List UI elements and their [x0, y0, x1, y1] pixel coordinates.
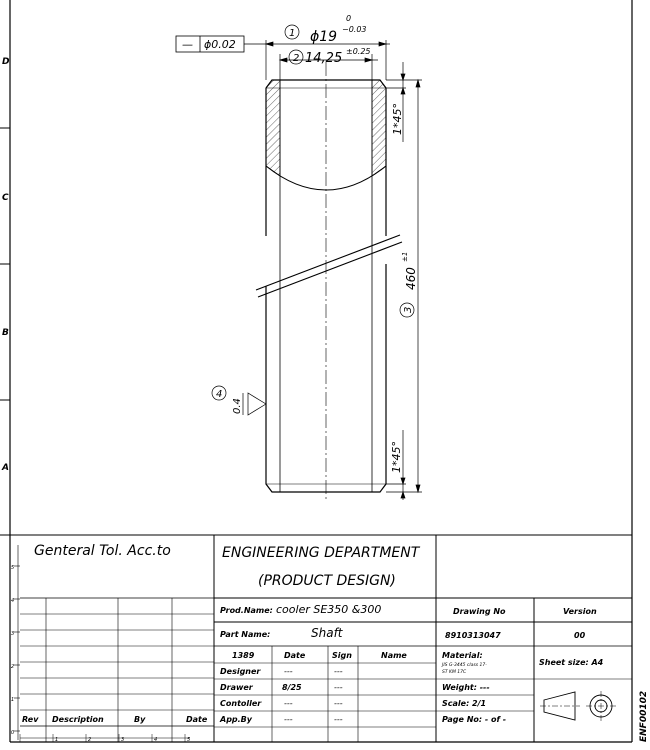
ruler-number: 0: [11, 730, 15, 736]
year-value: 1389: [232, 651, 255, 660]
product-name-value: cooler SE350 &300: [276, 603, 382, 616]
outer-diameter-tol-upper: 0: [346, 14, 352, 23]
bottom-scale: [20, 734, 190, 742]
title-block-text: [22, 543, 649, 742]
ruler-number: 4: [11, 598, 15, 604]
drawer-date: 8/25: [282, 683, 302, 692]
projection-symbol-icon: [540, 691, 616, 721]
zone-label-c: C: [2, 193, 9, 203]
version-value: 00: [574, 631, 586, 640]
page-number: Page No: - of -: [442, 715, 507, 724]
material-spec-2: ST KM 17C: [442, 670, 467, 675]
zone-labels: [1, 57, 10, 473]
balloon-3-number: 3: [403, 306, 414, 313]
inner-diameter-value: 14,25: [305, 51, 343, 66]
designer-label: Designer: [220, 667, 261, 676]
controller-label: Contoller: [220, 699, 262, 708]
balloon-2-number: 2: [293, 53, 300, 64]
section-hatch-left: [266, 80, 280, 176]
zone-label-a: A: [2, 463, 9, 473]
balloon-1-number: 1: [289, 28, 296, 39]
flatness-symbol: —: [182, 38, 193, 51]
bottom-chamfer-value: 1*45°: [390, 441, 403, 473]
flatness-tolerance-frame: [176, 36, 244, 52]
revision-header-description: Description: [52, 715, 104, 724]
drawer-label: Drawer: [220, 683, 253, 692]
drawer-sign: ---: [334, 683, 343, 692]
revision-header-rev: Rev: [22, 715, 39, 724]
revision-header-by: By: [134, 715, 146, 724]
weight-value: Weight: ---: [442, 683, 490, 692]
controller-date: ---: [284, 699, 293, 708]
length-value: 460: [404, 267, 418, 290]
outer-diameter-value: ϕ19: [310, 29, 338, 45]
shaft-view: [256, 62, 402, 500]
scale-number: 4: [154, 737, 158, 743]
sign-header: Sign: [332, 651, 352, 660]
part-name-label: Part Name:: [220, 630, 271, 639]
scale-number: 1: [55, 737, 59, 743]
ruler-number: 3: [11, 631, 15, 637]
length-tol: ±1: [401, 251, 409, 262]
ruler-number: 5: [11, 565, 15, 571]
roughness-value: 0.4: [232, 398, 243, 414]
scale-number: 2: [88, 737, 92, 743]
approved-by-label: App.By: [220, 715, 252, 724]
part-name-value: Shaft: [311, 626, 343, 640]
approved-sign: ---: [334, 715, 343, 724]
section-hatch-right: [372, 80, 386, 176]
ruler-number: 2: [11, 664, 15, 670]
material-label: Material:: [442, 651, 483, 660]
scale-number: 3: [121, 737, 125, 743]
name-header: Name: [381, 651, 407, 660]
balloon-4-number: 4: [216, 389, 223, 400]
department-title: ENGINEERING DEPARTMENT: [222, 545, 420, 561]
zone-label-d: D: [2, 57, 10, 67]
left-ruler-numbers: [11, 565, 14, 736]
outer-diameter-tol-lower: −0.03: [342, 25, 367, 34]
flatness-value: ϕ0.02: [204, 38, 236, 51]
sheet-size: Sheet size: A4: [539, 658, 604, 667]
designer-sign: ---: [334, 667, 343, 676]
zone-label-b: B: [2, 328, 9, 338]
inner-diameter-tol: ±0.25: [346, 47, 371, 56]
revision-header-date: Date: [186, 715, 208, 724]
drawing-no-value: 8910313047: [445, 631, 501, 640]
dimension-text: [212, 14, 418, 473]
top-chamfer-value: 1*45°: [391, 103, 404, 135]
scale-value: Scale: 2/1: [442, 699, 487, 708]
product-name-label: Prod.Name:: [220, 606, 273, 615]
controller-sign: ---: [334, 699, 343, 708]
version-label: Version: [563, 607, 597, 616]
designer-date: ---: [284, 667, 293, 676]
drawing-no-label: Drawing No: [453, 607, 506, 616]
general-tolerance-label: Genteral Tol. Acc.to: [34, 543, 171, 559]
left-ruler: [14, 545, 20, 740]
material-spec-1: JIS G-3445 class 17-: [442, 663, 487, 668]
approved-date: ---: [284, 715, 293, 724]
sheet-code: ENF00102: [639, 690, 649, 742]
scale-number: 5: [187, 737, 191, 743]
department-subtitle: (PRODUCT DESIGN): [258, 573, 396, 589]
date-header: Date: [284, 651, 306, 660]
ruler-number: 1: [11, 697, 15, 703]
